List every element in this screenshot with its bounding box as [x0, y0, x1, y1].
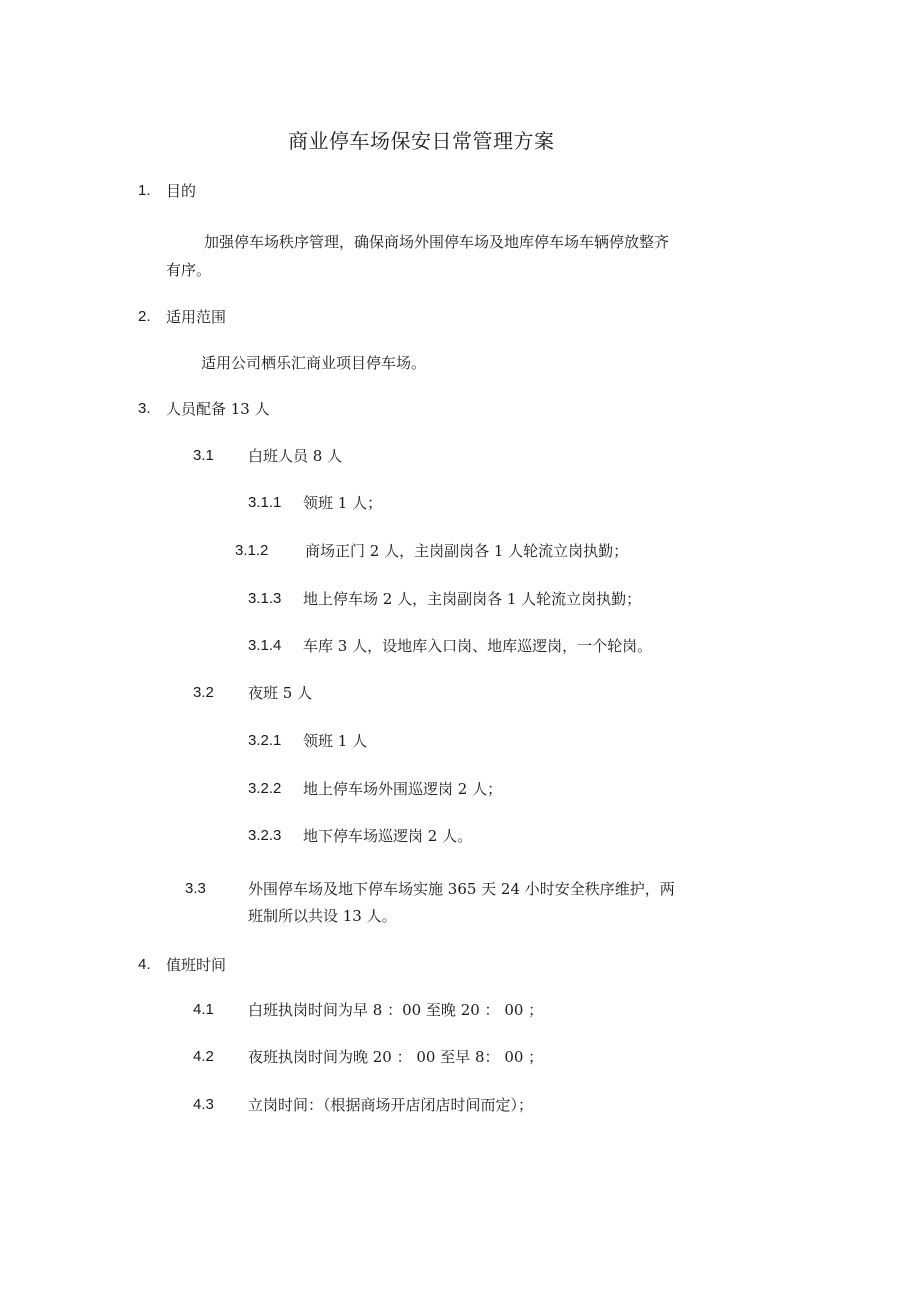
item-number: 3.2.2	[248, 780, 282, 797]
subsection-text: 白班执岗时间为早 8 ：00 至晚 20 ： 00 ；	[248, 1001, 544, 1019]
section-number: 2.	[138, 308, 151, 325]
paragraph-line: 适用公司栖乐汇商业项目停车场。	[201, 354, 427, 372]
subsection-text: 夜班 5 人	[248, 684, 313, 702]
subsection-number: 3.1	[193, 447, 214, 464]
section-heading: 值班时间	[166, 956, 227, 974]
item-text: 地下停车场巡逻岗 2 人。	[303, 827, 473, 845]
subsection-number: 3.3	[185, 880, 206, 897]
page-title: 商业停车场保安日常管理方案	[288, 129, 555, 153]
item-number: 3.1.2	[235, 542, 269, 559]
subsection-text: 外围停车场及地下停车场实施 365 天 24 小时安全秩序维护，两	[248, 880, 675, 898]
section-number: 3.	[138, 400, 151, 417]
subsection-text: 白班人员 8 人	[248, 447, 343, 465]
section-heading: 适用范围	[166, 308, 227, 326]
subsection-number: 4.3	[193, 1096, 214, 1113]
item-number: 3.1.1	[248, 494, 282, 511]
section-heading: 目的	[166, 182, 197, 200]
item-text: 领班 1 人；	[303, 494, 383, 512]
item-text: 领班 1 人	[303, 732, 368, 750]
item-text: 地上停车场外围巡逻岗 2 人；	[303, 780, 503, 798]
section-number: 4.	[138, 956, 151, 973]
item-text: 商场正门 2 人，主岗副岗各 1 人轮流立岗执勤；	[305, 542, 629, 560]
item-text: 车库 3 人，设地库入口岗、地库巡逻岗，一个轮岗。	[303, 637, 653, 655]
subsection-text: 立岗时间：（根据商场开店闭店时间而定）；	[248, 1096, 534, 1114]
subsection-number: 4.1	[193, 1001, 214, 1018]
item-number: 3.1.3	[248, 590, 282, 607]
item-number: 3.1.4	[248, 637, 282, 654]
subsection-text: 夜班执岗时间为晚 20 ： 00 至早 8： 00 ；	[248, 1048, 544, 1066]
section-number: 1.	[138, 182, 151, 199]
subsection-number: 3.2	[193, 684, 214, 701]
item-number: 3.2.3	[248, 827, 282, 844]
section-heading: 人员配备 13 人	[166, 400, 270, 418]
paragraph-line: 加强停车场秩序管理，确保商场外围停车场及地库停车场车辆停放整齐	[204, 233, 670, 251]
item-number: 3.2.1	[248, 732, 282, 749]
subsection-number: 4.2	[193, 1048, 214, 1065]
item-text: 地上停车场 2 人，主岗副岗各 1 人轮流立岗执勤；	[303, 590, 642, 608]
subsection-text: 班制所以共设 13 人。	[248, 907, 397, 925]
paragraph-line: 有序。	[166, 261, 212, 279]
